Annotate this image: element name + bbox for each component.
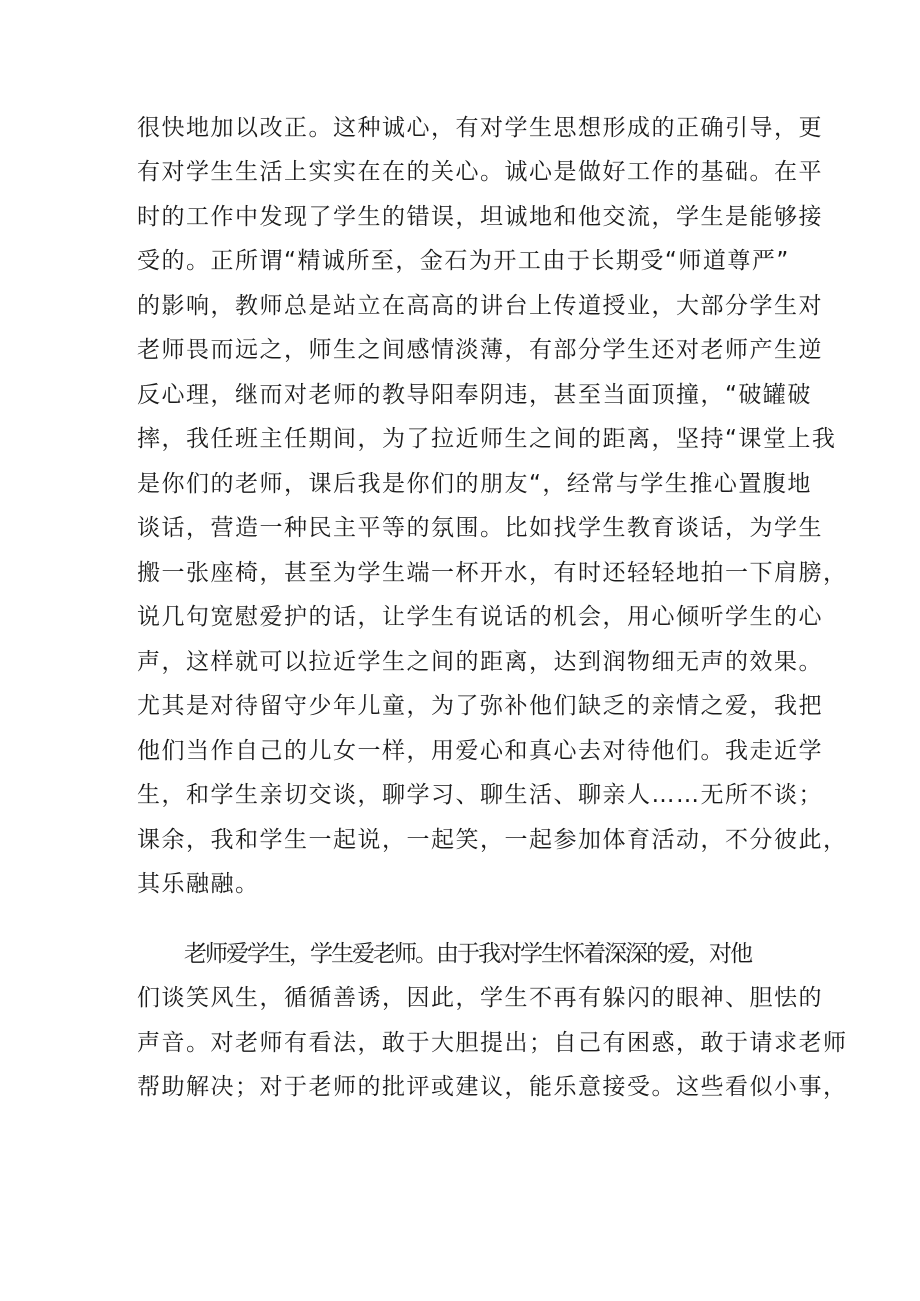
paragraph-1-line-16: 生，和学生亲切交谈，聊学习、聊生活、聊亲人……无所不谈； <box>137 782 823 808</box>
paragraph-1-line-5: 的影响，教师总是站立在高高的讲台上传道授业，大部分学生对 <box>137 293 823 319</box>
paragraph-1-line-4: 受的。正所谓“精诚所至，金石为开工由于长期受“师道尊严” <box>137 248 790 274</box>
paragraph-1-line-2: 有对学生生活上实实在在的关心。诚心是做好工作的基础。在平 <box>137 159 823 185</box>
paragraph-1-line-14: 尤其是对待留守少年儿童，为了弥补他们缺乏的亲情之爱，我把 <box>137 693 823 719</box>
paragraph-1-line-3: 时的工作中发现了学生的错误，坦诚地和他交流，学生是能够接 <box>137 204 823 230</box>
paragraph-1-line-9: 是你们的老师，课后我是你们的朋友“，经常与学生推心置腹地 <box>137 471 812 497</box>
paragraph-1-line-1: 很快地加以改正。这种诚心，有对学生思想形成的正确引导，更 <box>137 115 823 141</box>
paragraph-1-line-6: 老师畏而远之，师生之间感情淡薄，有部分学生还对老师产生逆 <box>137 337 823 363</box>
paragraph-1-line-10: 谈话，营造一种民主平等的氛围。比如找学生教育谈话，为学生 <box>137 515 823 541</box>
paragraph-1-line-11: 搬一张座椅，甚至为学生端一杯开水，有时还轻轻地拍一下肩膀， <box>137 560 848 586</box>
paragraph-2-line-3: 声音。对老师有看法，敢于大胆提出；自己有困惑，敢于请求老师 <box>137 1030 848 1056</box>
paragraph-1-line-8: 摔，我任班主任期间，为了拉近师生之间的距离，坚持“课堂上我 <box>137 426 837 452</box>
paragraph-1-line-17: 课余，我和学生一起说，一起笑，一起参加体育活动，不分彼此， <box>137 827 848 853</box>
paragraph-2-line-2: 们谈笑风生，循循善诱，因此，学生不再有躲闪的眼神、胆怯的 <box>137 985 823 1011</box>
paragraph-1-line-7: 反心理，继而对老师的教导阳奉阴违，甚至当面顶撞，“破罐破 <box>137 382 812 408</box>
paragraph-1-line-13: 声，这样就可以拉近学生之间的距离，达到润物细无声的效果。 <box>137 649 823 675</box>
paragraph-2-line-1: 老师爱学生，学生爱老师。由于我对学生怀着深深的爱，对他 <box>184 941 751 967</box>
paragraph-1-line-18: 其乐融融。 <box>137 871 260 897</box>
paragraph-1-line-15: 他们当作自己的儿女一样，用爱心和真心去对待他们。我走近学 <box>137 738 823 764</box>
paragraph-1-line-12: 说几句宽慰爱护的话，让学生有说话的机会，用心倾听学生的心 <box>137 604 823 630</box>
paragraph-2-line-4: 帮助解决；对于老师的批评或建议，能乐意接受。这些看似小事， <box>137 1074 848 1100</box>
